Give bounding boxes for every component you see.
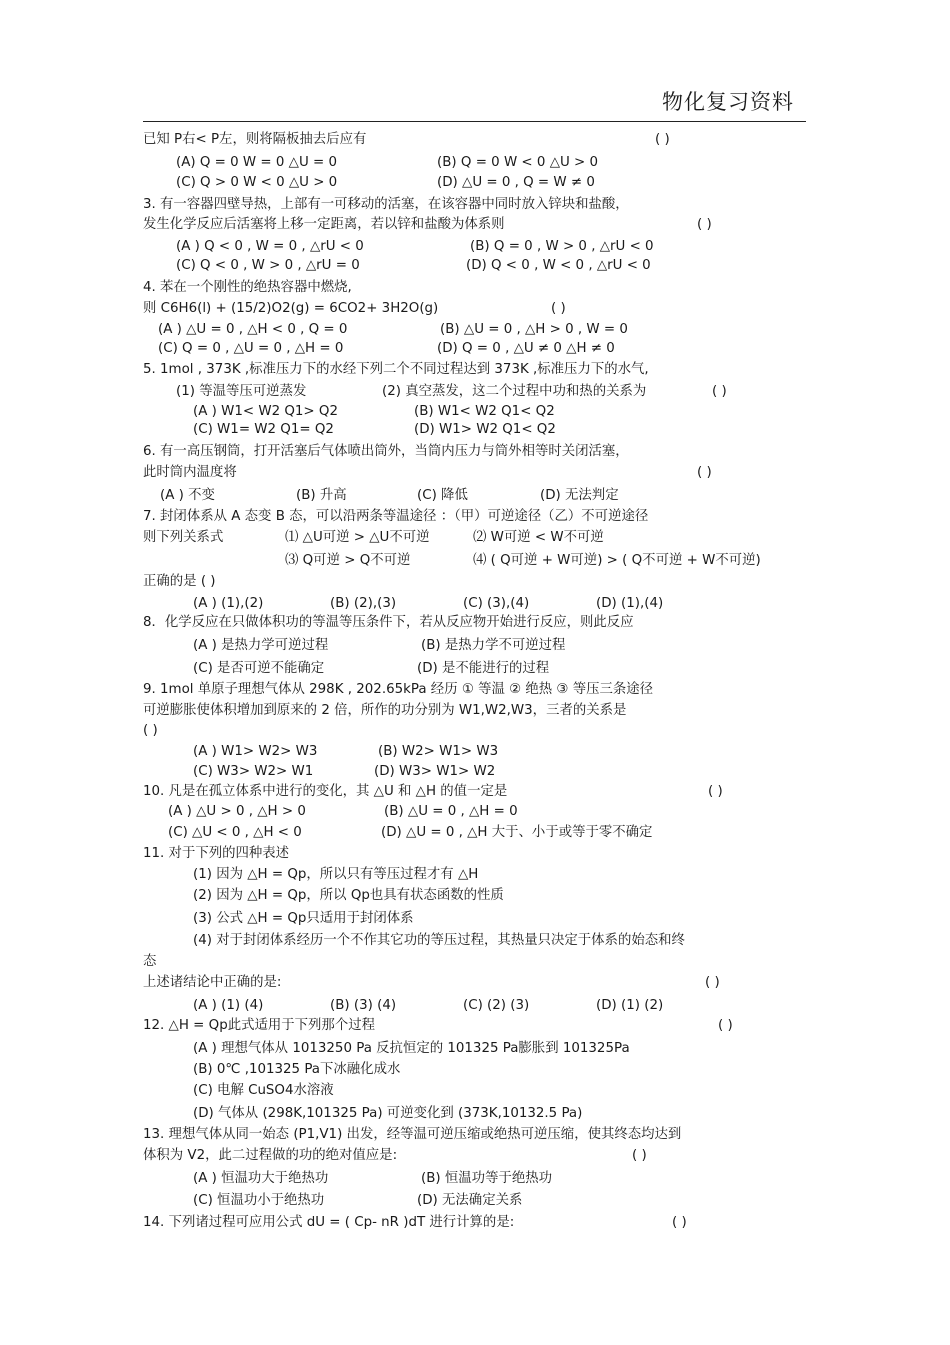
q11-text: (1) 因为 △H = Qp，所以只有等压过程才有 △H <box>193 867 479 882</box>
q2-text: (C) Q > 0 W < 0 △U > 0 <box>176 175 338 190</box>
q4-text: 则 C6H6(l) + (15/2)O2(g) = 6CO2+ 3H2O(g) <box>143 301 439 316</box>
q6-text: 此时筒内温度将 <box>143 465 237 480</box>
q10-option: (D) △U = 0 , △H 大于、小于或等于零不确定 <box>381 825 653 840</box>
q7-text: (A ) (1),(2) <box>193 596 264 611</box>
q11-text: (4) 对于封闭体系经历一个不作其它功的等压过程，其热量只决定于体系的始态和终 <box>193 933 685 948</box>
q13-text: 13. 理想气体从同一始态 (P1,V1) 出发，经等温可逆压缩或绝热可逆压缩，使其终态均达到 <box>143 1127 682 1142</box>
q5-text: (1) 等温等压可逆蒸发 <box>176 384 307 399</box>
q13-text: 体积为 V2，此二过程做的功的绝对值应是: <box>143 1148 398 1163</box>
q4-option: (D) Q = 0 , △U ≠ 0 △H ≠ 0 <box>437 341 615 356</box>
q12-text: (D) 气体从 (298K,101325 Pa) 可逆变化到 (373K,10132.5 Pa) <box>193 1106 583 1121</box>
q4-option: ( ) <box>551 301 566 316</box>
q7-option: (D) (1),(4) <box>596 596 664 611</box>
q5-option: (D) W1> W2 Q1< Q2 <box>414 422 556 437</box>
q4-text: 4. 苯在一个刚性的绝热容器中燃烧, <box>143 280 352 295</box>
q2-text: 已知 P右< P左，则将隔板抽去后应有 <box>143 132 367 147</box>
q6-text: 6. 有一高压钢筒，打开活塞后气体喷出筒外，当筒内压力与筒外相等时关闭活塞， <box>143 444 629 459</box>
q11-text: 11. 对于下列的四种表述 <box>143 846 290 861</box>
page-header-title: 物化复习资料 <box>662 90 794 114</box>
q3-option: (D) Q < 0 , W < 0 , △rU < 0 <box>466 258 651 273</box>
q10-text: (A ) △U > 0 , △H > 0 <box>168 804 306 819</box>
q4-text: (A ) △U = 0 , △H < 0 , Q = 0 <box>158 322 348 337</box>
q11-text: 态 <box>143 954 157 969</box>
q2-option: (D) △U = 0 , Q = W ≠ 0 <box>437 175 595 190</box>
q13-option: (D) 无法确定关系 <box>417 1193 523 1208</box>
q5-text: (C) W1= W2 Q1= Q2 <box>193 422 334 437</box>
q11-option: (C) (2) (3) <box>463 998 530 1013</box>
q7-text: ⑶ Q可逆 > Q不可逆 <box>285 553 411 568</box>
q3-text: 发生化学反应后活塞将上移一定距离，若以锌和盐酸为体系则 <box>143 217 505 232</box>
q12-text: (B) 0℃ ,101325 Pa下冰融化成水 <box>193 1062 401 1077</box>
header-rule <box>143 121 806 122</box>
q11-text: (2) 因为 △H = Qp，所以 Qp也具有状态函数的性质 <box>193 888 504 903</box>
q12-text: 12. △H = Qp此式适用于下列那个过程 <box>143 1018 375 1033</box>
q13-text: (C) 恒温功小于绝热功 <box>193 1193 325 1208</box>
q10-text: 10. 凡是在孤立体系中进行的变化，其 △U 和 △H 的值一定是 <box>143 784 508 799</box>
q9-option: (D) W3> W1> W2 <box>374 764 496 779</box>
q2-text: (A) Q = 0 W = 0 △U = 0 <box>176 155 338 170</box>
q13-text: (A ) 恒温功大于绝热功 <box>193 1171 329 1186</box>
q7-option: (C) (3),(4) <box>463 596 530 611</box>
q14-text: 14. 下列诸过程可应用公式 dU = ( Cp- nR )dT 进行计算的是: <box>143 1215 515 1230</box>
q11-option: ( ) <box>705 975 720 990</box>
q12-text: (C) 电解 CuSO4水溶液 <box>193 1083 334 1098</box>
q3-text: (A ) Q < 0 , W = 0 , △rU < 0 <box>176 239 364 254</box>
q11-option: (D) (1) (2) <box>596 998 664 1013</box>
q5-option: ( ) <box>712 384 727 399</box>
q7-text: 正确的是 ( ) <box>143 574 216 589</box>
q5-text: (A ) W1< W2 Q1> Q2 <box>193 404 338 419</box>
q9-text: (C) W3> W2> W1 <box>193 764 314 779</box>
q9-text: ( ) <box>143 723 158 738</box>
q6-option: (B) 升高 <box>296 488 347 503</box>
q5-option: (B) W1< W2 Q1< Q2 <box>414 404 555 419</box>
q11-text: (A ) (1) (4) <box>193 998 264 1013</box>
q7-option: ⑵ W可逆 < W不可逆 <box>473 530 604 545</box>
q7-option: (B) (2),(3) <box>330 596 397 611</box>
q11-text: 上述诸结论中正确的是: <box>143 975 282 990</box>
q7-option: ⑴ △U可逆 > △U不可逆 <box>285 530 430 545</box>
q2-option: (B) Q = 0 W < 0 △U > 0 <box>437 155 599 170</box>
q5-text: 5. 1mol , 373K ,标准压力下的水经下列二个不同过程达到 373K ,标准压力下的水气, <box>143 362 649 377</box>
q9-text: 9. 1mol 单原子理想气体从 298K , 202.65kPa 经历 ① 等温 ② 绝热 ③ 等压三条途径 <box>143 682 654 697</box>
q6-option: ( ) <box>697 465 712 480</box>
q3-text: (C) Q < 0 , W > 0 , △rU = 0 <box>176 258 360 273</box>
q6-option: (D) 无法判定 <box>540 488 619 503</box>
q11-option: (B) (3) (4) <box>330 998 397 1013</box>
q8-text: (A ) 是热力学可逆过程 <box>193 638 329 653</box>
q9-text: (A ) W1> W2> W3 <box>193 744 318 759</box>
q3-option: (B) Q = 0 , W > 0 , △rU < 0 <box>470 239 654 254</box>
q7-text: 7. 封闭体系从 A 态变 B 态，可以沿两条等温途径 ：（甲）可逆途径（乙）不可逆途径 <box>143 509 649 524</box>
q6-text: (A ) 不变 <box>160 488 215 503</box>
q13-option: ( ) <box>632 1148 647 1163</box>
q8-option: (D) 是不能进行的过程 <box>417 661 550 676</box>
q8-text: (C) 是否可逆不能确定 <box>193 661 325 676</box>
q3-text: 3. 有一容器四壁导热，上部有一可移动的活塞，在该容器中同时放入锌块和盐酸， <box>143 197 629 212</box>
q8-option: (B) 是热力学不可逆过程 <box>421 638 566 653</box>
q7-option: ⑷ ( Q可逆 + W可逆) > ( Q不可逆 + W不可逆) <box>473 553 761 568</box>
q10-text: (C) △U < 0 , △H < 0 <box>168 825 302 840</box>
q4-option: (B) △U = 0 , △H > 0 , W = 0 <box>440 322 628 337</box>
q10-option: ( ) <box>708 784 723 799</box>
q10-option: (B) △U = 0 , △H = 0 <box>384 804 518 819</box>
q6-option: (C) 降低 <box>417 488 468 503</box>
q7-text: 则下列关系式 <box>143 530 224 545</box>
q5-option: (2) 真空蒸发，这二个过程中功和热的关系为 <box>382 384 647 399</box>
q14-option: ( ) <box>672 1215 687 1230</box>
q9-option: (B) W2> W1> W3 <box>378 744 499 759</box>
q9-text: 可逆膨胀使体积增加到原来的 2 倍，所作的功分别为 W1,W2,W3，三者的关系是 <box>143 703 627 718</box>
q4-text: (C) Q = 0 , △U = 0 , △H = 0 <box>158 341 344 356</box>
q8-text: 8．化学反应在只做体积功的等温等压条件下，若从反应物开始进行反应，则此反应 <box>143 615 634 630</box>
q2-option: ( ) <box>655 132 670 147</box>
q11-text: (3) 公式 △H = Qp只适用于封闭体系 <box>193 911 414 926</box>
q13-option: (B) 恒温功等于绝热功 <box>421 1171 553 1186</box>
q12-text: (A ) 理想气体从 1013250 Pa 反抗恒定的 101325 Pa膨胀到 101325Pa <box>193 1041 630 1056</box>
q12-option: ( ) <box>718 1018 733 1033</box>
q3-option: ( ) <box>697 217 712 232</box>
